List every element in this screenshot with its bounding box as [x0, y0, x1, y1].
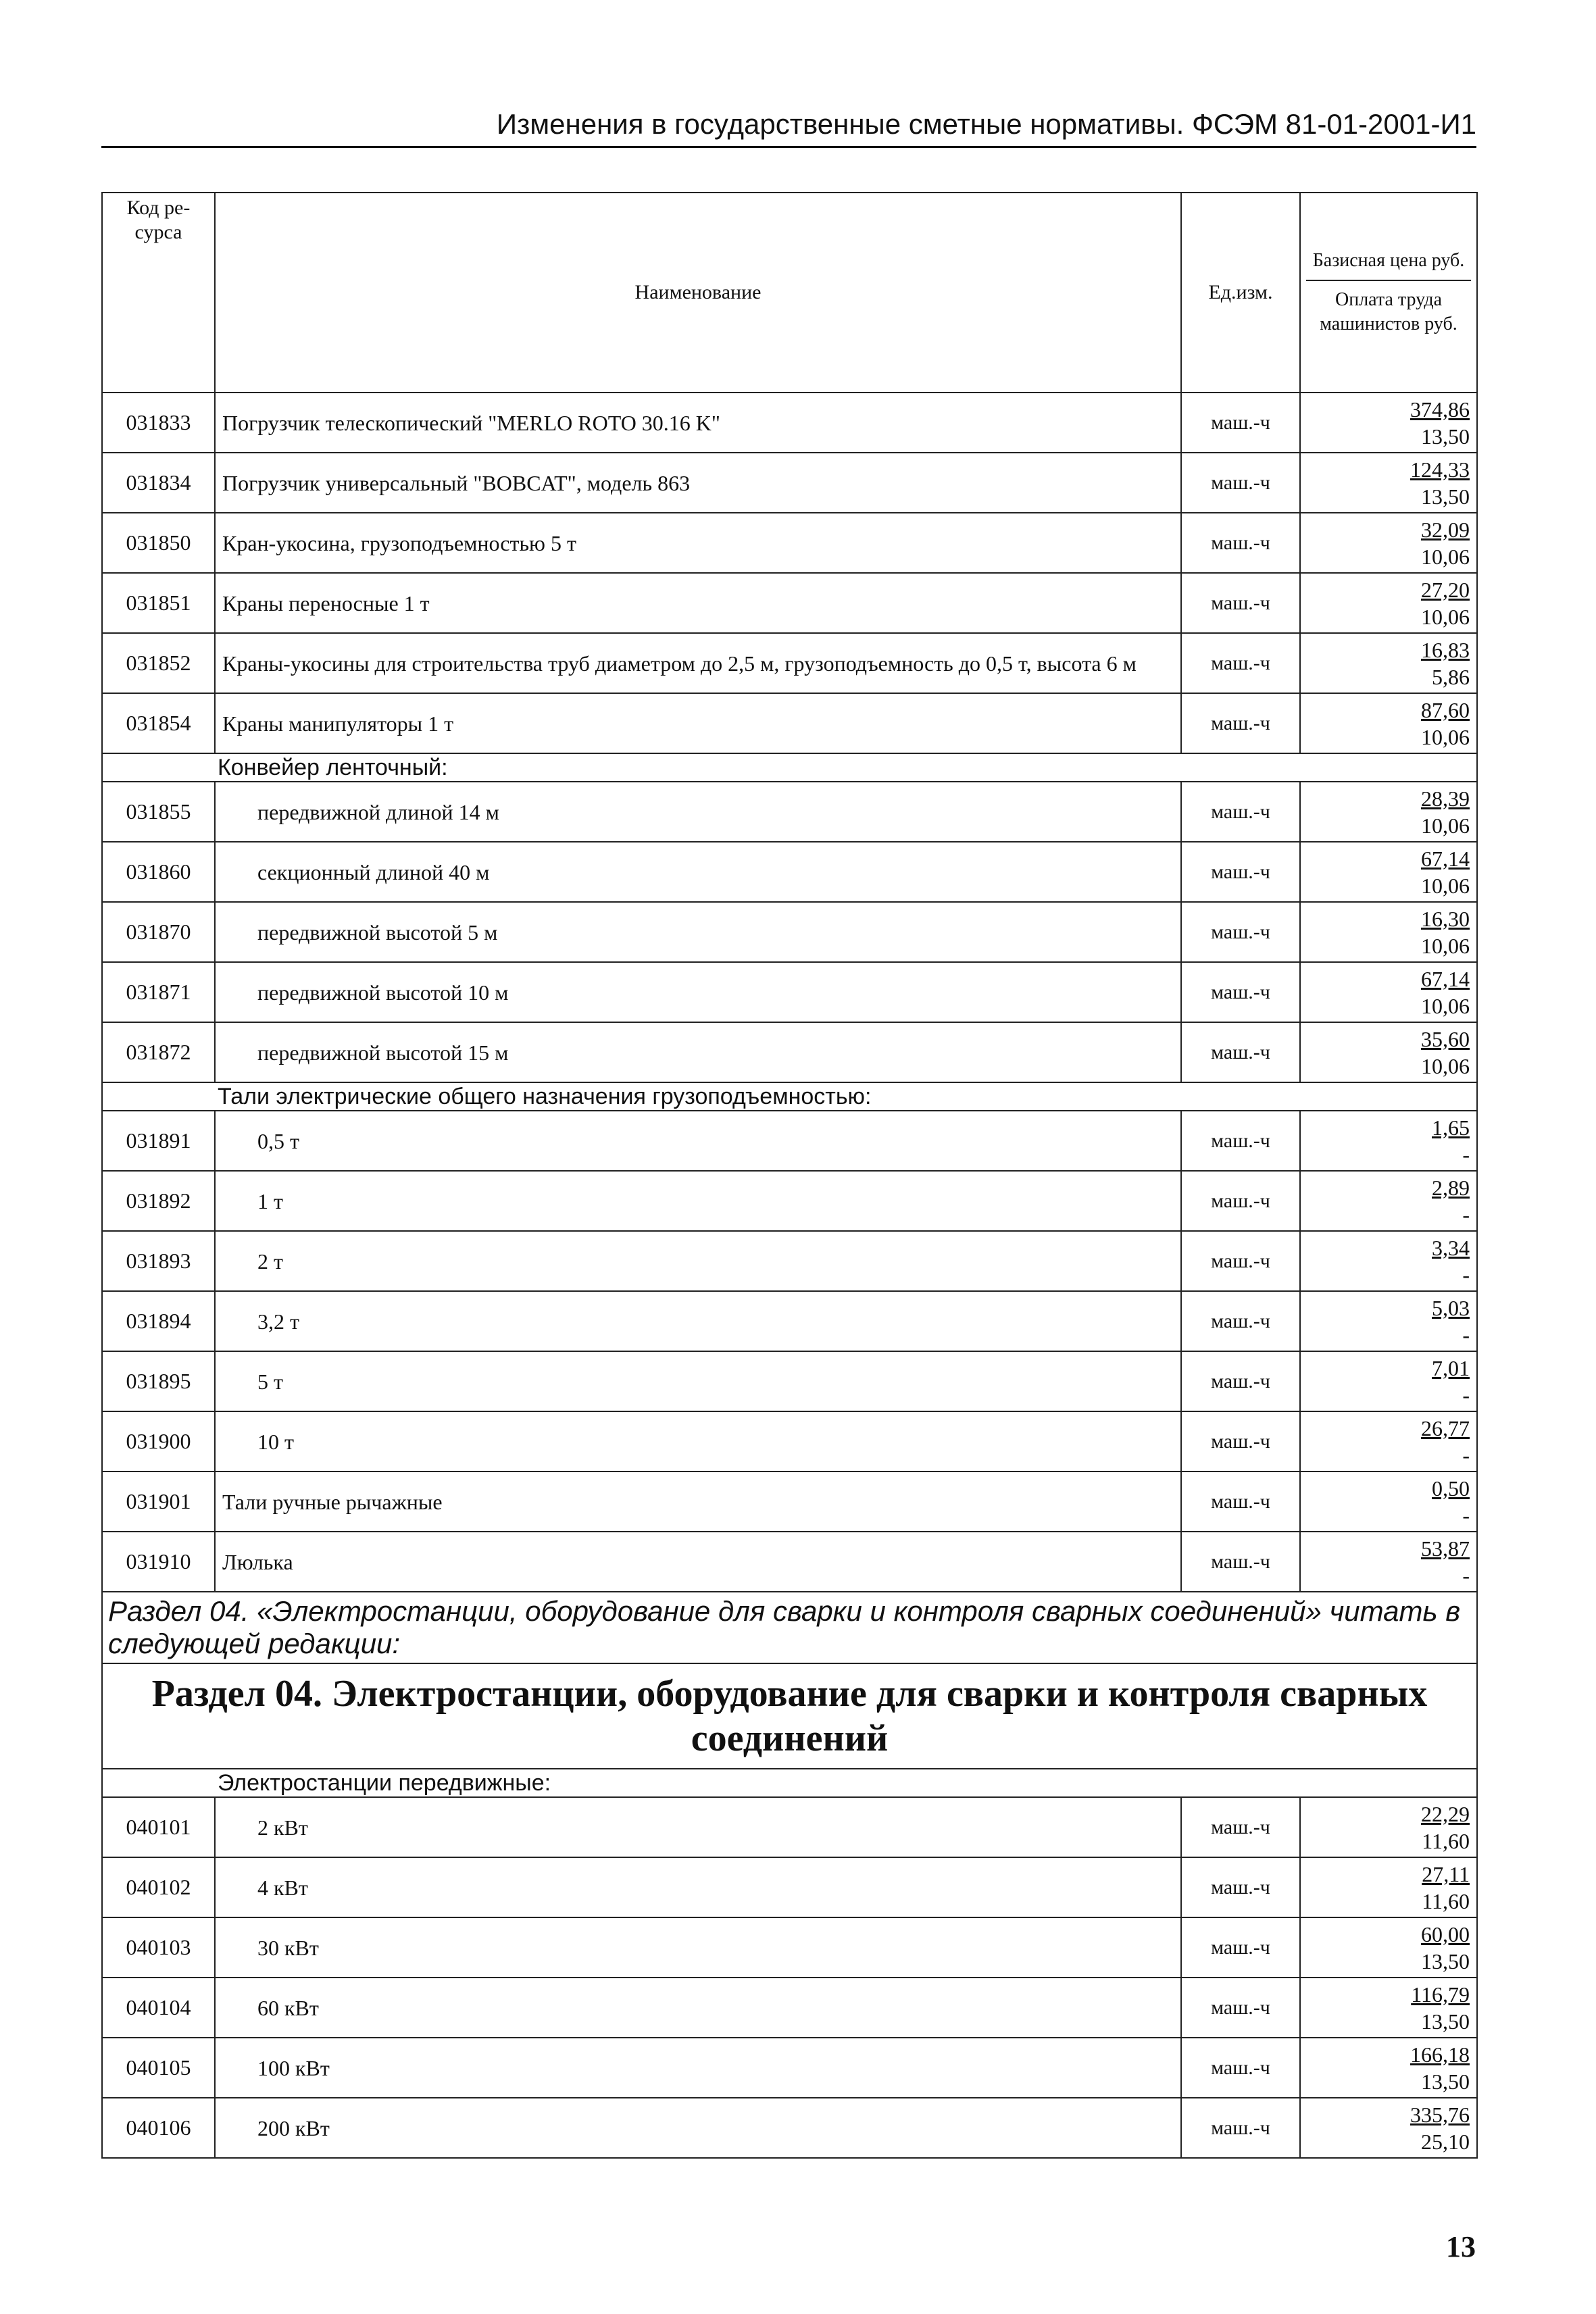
- table-row: [102, 1291, 1477, 1351]
- labor-price: 13,50: [1421, 2009, 1470, 2034]
- base-price: 67,14: [1421, 846, 1470, 871]
- table-row: [102, 1797, 1477, 1857]
- resource-price: [1300, 1351, 1477, 1411]
- labor-price: 13,50: [1421, 1948, 1470, 1973]
- resource-price: [1300, 1472, 1477, 1532]
- base-price: 35,60: [1421, 1026, 1470, 1051]
- resource-price: [1300, 962, 1477, 1022]
- labor-price: 5,86: [1432, 664, 1470, 689]
- resource-name: Погрузчик универсальный "BOBCAT", модель 863: [215, 453, 1181, 513]
- resource-code: 040101: [102, 1797, 215, 1857]
- resource-code: 031910: [102, 1532, 215, 1592]
- resource-unit: маш.-ч: [1181, 1857, 1300, 1917]
- labor-price: 13,50: [1421, 484, 1470, 509]
- base-price: 32,09: [1421, 517, 1470, 542]
- table-header-row: [102, 193, 1477, 393]
- resource-code: 040106: [102, 2098, 215, 2158]
- resource-code: 031893: [102, 1231, 215, 1291]
- base-price: 335,76: [1410, 2102, 1470, 2127]
- resource-code: 031900: [102, 1411, 215, 1472]
- base-price: 60,00: [1421, 1921, 1470, 1946]
- table-row: [102, 2038, 1477, 2098]
- resource-name: передвижной высотой 5 м: [215, 902, 1181, 962]
- labor-price: 10,06: [1421, 933, 1470, 958]
- resource-unit: маш.-ч: [1181, 1111, 1300, 1171]
- resource-unit: маш.-ч: [1181, 1022, 1300, 1082]
- header-price: [1300, 193, 1477, 393]
- resource-price: [1300, 1532, 1477, 1592]
- resource-code: 031871: [102, 962, 215, 1022]
- base-price: 87,60: [1421, 697, 1470, 722]
- group-heading: Электростанции передвижные:: [102, 1769, 1477, 1797]
- resource-unit: маш.-ч: [1181, 782, 1300, 842]
- header-name: Наименование: [215, 193, 1181, 393]
- labor-price: -: [1462, 1202, 1470, 1227]
- resource-unit: маш.-ч: [1181, 1978, 1300, 2038]
- table-row: [102, 633, 1477, 693]
- header-unit: Ед.изм.: [1181, 193, 1300, 393]
- table-row: [102, 1472, 1477, 1532]
- header-price-labor: Оплата труда машинистов руб.: [1320, 289, 1457, 334]
- resource-price: [1300, 513, 1477, 573]
- base-price: 2,89: [1432, 1175, 1470, 1200]
- base-price: 5,03: [1432, 1295, 1470, 1320]
- resource-code: 031834: [102, 453, 215, 513]
- resource-name: 10 т: [215, 1411, 1181, 1472]
- base-price: 16,83: [1421, 637, 1470, 662]
- resource-unit: маш.-ч: [1181, 2038, 1300, 2098]
- table-row: [102, 1978, 1477, 2038]
- resource-code: 040105: [102, 2038, 215, 2098]
- section-title-row: [102, 1663, 1477, 1769]
- labor-price: 10,06: [1421, 993, 1470, 1018]
- base-price: 26,77: [1421, 1415, 1470, 1440]
- base-price: 1,65: [1432, 1115, 1470, 1140]
- resource-code: 031854: [102, 693, 215, 753]
- table-row: [102, 453, 1477, 513]
- resource-price: [1300, 842, 1477, 902]
- resource-code: 040104: [102, 1978, 215, 2038]
- labor-price: 10,06: [1421, 873, 1470, 898]
- header-price-base: Базисная цена руб.: [1306, 249, 1471, 281]
- resource-code: 031895: [102, 1351, 215, 1411]
- base-price: 16,30: [1421, 906, 1470, 931]
- base-price: 124,33: [1410, 457, 1470, 482]
- resource-code: 031860: [102, 842, 215, 902]
- base-price: 53,87: [1421, 1536, 1470, 1561]
- labor-price: 13,50: [1421, 2069, 1470, 2094]
- resource-unit: маш.-ч: [1181, 1472, 1300, 1532]
- labor-price: -: [1462, 1503, 1470, 1528]
- resource-table: [101, 192, 1478, 2159]
- group-heading-row: [102, 1769, 1477, 1797]
- resource-unit: маш.-ч: [1181, 633, 1300, 693]
- resource-name: передвижной высотой 15 м: [215, 1022, 1181, 1082]
- table-row: [102, 393, 1477, 453]
- resource-name: 60 кВт: [215, 1978, 1181, 2038]
- labor-price: 25,10: [1421, 2129, 1470, 2154]
- table-row: [102, 1857, 1477, 1917]
- resource-unit: маш.-ч: [1181, 1351, 1300, 1411]
- resource-price: [1300, 633, 1477, 693]
- resource-name: Краны-укосины для строительства труб диаметром до 2,5 м, грузоподъемность до 0,5 т, высота 6 м: [215, 633, 1181, 693]
- resource-name: Краны переносные 1 т: [215, 573, 1181, 633]
- resource-unit: маш.-ч: [1181, 573, 1300, 633]
- resource-name: 3,2 т: [215, 1291, 1181, 1351]
- resource-price: [1300, 393, 1477, 453]
- base-price: 67,14: [1421, 966, 1470, 991]
- table-row: [102, 962, 1477, 1022]
- base-price: 27,11: [1422, 1861, 1470, 1886]
- resource-code: 031872: [102, 1022, 215, 1082]
- resource-name: 4 кВт: [215, 1857, 1181, 1917]
- resource-name: 0,5 т: [215, 1111, 1181, 1171]
- header-code-label: Код ре- сурса: [126, 197, 191, 243]
- resource-unit: маш.-ч: [1181, 902, 1300, 962]
- resource-unit: маш.-ч: [1181, 393, 1300, 453]
- table-row: [102, 782, 1477, 842]
- header-code: [102, 193, 215, 393]
- group-heading-row: [102, 1082, 1477, 1111]
- resource-price: [1300, 1291, 1477, 1351]
- table-row: [102, 1917, 1477, 1978]
- resource-name: 5 т: [215, 1351, 1181, 1411]
- labor-price: -: [1462, 1563, 1470, 1588]
- page-header: Изменения в государственные сметные нормативы. ФСЭМ 81-01-2001-И1: [101, 108, 1476, 148]
- group-heading-row: [102, 753, 1477, 782]
- resource-price: [1300, 453, 1477, 513]
- section-note-row: [102, 1592, 1477, 1663]
- labor-price: 10,06: [1421, 724, 1470, 749]
- table-row: [102, 2098, 1477, 2158]
- resource-name: 100 кВт: [215, 2038, 1181, 2098]
- base-price: 28,39: [1421, 786, 1470, 811]
- resource-name: Тали ручные рычажные: [215, 1472, 1181, 1532]
- table-row: [102, 513, 1477, 573]
- base-price: 116,79: [1411, 1982, 1470, 2007]
- resource-name: 1 т: [215, 1171, 1181, 1231]
- resource-unit: маш.-ч: [1181, 2098, 1300, 2158]
- resource-unit: маш.-ч: [1181, 1291, 1300, 1351]
- resource-price: [1300, 902, 1477, 962]
- resource-name: 2 т: [215, 1231, 1181, 1291]
- table-row: [102, 1171, 1477, 1231]
- section-title: Раздел 04. Электростанции, оборудование для сварки и контроля сварных соединений: [102, 1663, 1477, 1769]
- labor-price: 11,60: [1422, 1888, 1470, 1913]
- labor-price: 13,50: [1421, 424, 1470, 449]
- resource-price: [1300, 1411, 1477, 1472]
- resource-code: 031851: [102, 573, 215, 633]
- resource-code: 031852: [102, 633, 215, 693]
- resource-unit: маш.-ч: [1181, 1532, 1300, 1592]
- table-row: [102, 1532, 1477, 1592]
- table-row: [102, 573, 1477, 633]
- resource-unit: маш.-ч: [1181, 842, 1300, 902]
- resource-code: 031833: [102, 393, 215, 453]
- resource-unit: маш.-ч: [1181, 962, 1300, 1022]
- resource-code: 031855: [102, 782, 215, 842]
- base-price: 27,20: [1421, 577, 1470, 602]
- resource-price: [1300, 693, 1477, 753]
- resource-name: Кран-укосина, грузоподъемностью 5 т: [215, 513, 1181, 573]
- base-price: 374,86: [1410, 397, 1470, 422]
- labor-price: 11,60: [1422, 1828, 1470, 1853]
- table-row: [102, 1411, 1477, 1472]
- resource-name: 200 кВт: [215, 2098, 1181, 2158]
- resource-unit: маш.-ч: [1181, 1231, 1300, 1291]
- table-row: [102, 902, 1477, 962]
- resource-unit: маш.-ч: [1181, 1797, 1300, 1857]
- resource-code: 031870: [102, 902, 215, 962]
- section-note: Раздел 04. «Электростанции, оборудование для сварки и контроля сварных соединений» читать в следующей редакции:: [102, 1592, 1477, 1663]
- resource-name: передвижной длиной 14 м: [215, 782, 1181, 842]
- table-row: [102, 1231, 1477, 1291]
- resource-name: секционный длиной 40 м: [215, 842, 1181, 902]
- resource-price: [1300, 2098, 1477, 2158]
- resource-price: [1300, 1917, 1477, 1978]
- resource-name: Краны манипуляторы 1 т: [215, 693, 1181, 753]
- table-row: [102, 1111, 1477, 1171]
- resource-unit: маш.-ч: [1181, 1411, 1300, 1472]
- labor-price: 10,06: [1421, 604, 1470, 629]
- base-price: 7,01: [1432, 1355, 1470, 1380]
- resource-unit: маш.-ч: [1181, 513, 1300, 573]
- labor-price: 10,06: [1421, 544, 1470, 569]
- labor-price: -: [1462, 1142, 1470, 1167]
- resource-price: [1300, 1978, 1477, 2038]
- resource-price: [1300, 1111, 1477, 1171]
- resource-price: [1300, 1797, 1477, 1857]
- page-number: 13: [1446, 2230, 1476, 2263]
- resource-code: 031894: [102, 1291, 215, 1351]
- resource-price: [1300, 573, 1477, 633]
- resource-name: передвижной высотой 10 м: [215, 962, 1181, 1022]
- resource-price: [1300, 1022, 1477, 1082]
- labor-price: -: [1462, 1262, 1470, 1287]
- table-row: [102, 1022, 1477, 1082]
- table-row: [102, 842, 1477, 902]
- resource-price: [1300, 1857, 1477, 1917]
- base-price: 3,34: [1432, 1235, 1470, 1260]
- table-row: [102, 1351, 1477, 1411]
- resource-code: 031892: [102, 1171, 215, 1231]
- resource-code: 040102: [102, 1857, 215, 1917]
- labor-price: -: [1462, 1442, 1470, 1467]
- resource-code: 040103: [102, 1917, 215, 1978]
- resource-price: [1300, 1231, 1477, 1291]
- table-row: [102, 693, 1477, 753]
- base-price: 166,18: [1410, 2042, 1470, 2067]
- resource-code: 031850: [102, 513, 215, 573]
- resource-price: [1300, 2038, 1477, 2098]
- base-price: 0,50: [1432, 1476, 1470, 1501]
- resource-unit: маш.-ч: [1181, 693, 1300, 753]
- labor-price: 10,06: [1421, 813, 1470, 838]
- resource-name: 2 кВт: [215, 1797, 1181, 1857]
- resource-code: 031891: [102, 1111, 215, 1171]
- base-price: 22,29: [1421, 1801, 1470, 1826]
- labor-price: -: [1462, 1322, 1470, 1347]
- resource-name: Погрузчик телескопический "MERLO ROTO 30.16 K": [215, 393, 1181, 453]
- resource-price: [1300, 782, 1477, 842]
- resource-name: Люлька: [215, 1532, 1181, 1592]
- group-heading: Тали электрические общего назначения грузоподъемностью:: [102, 1082, 1477, 1111]
- resource-unit: маш.-ч: [1181, 453, 1300, 513]
- resource-unit: маш.-ч: [1181, 1917, 1300, 1978]
- labor-price: -: [1462, 1382, 1470, 1407]
- resource-price: [1300, 1171, 1477, 1231]
- resource-name: 30 кВт: [215, 1917, 1181, 1978]
- resource-code: 031901: [102, 1472, 215, 1532]
- group-heading: Конвейер ленточный:: [102, 753, 1477, 782]
- labor-price: 10,06: [1421, 1053, 1470, 1078]
- resource-unit: маш.-ч: [1181, 1171, 1300, 1231]
